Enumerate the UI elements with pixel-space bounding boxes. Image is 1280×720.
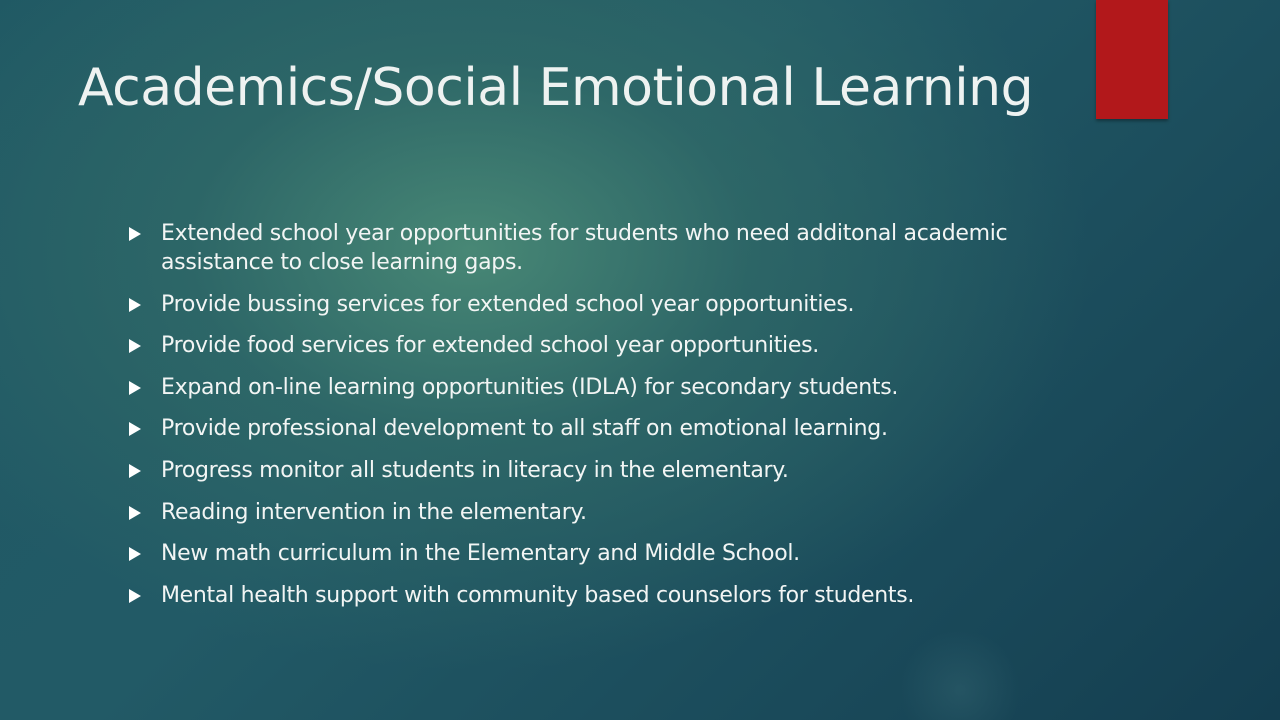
bullet-text: Reading intervention in the elementary. xyxy=(161,499,587,525)
triangle-right-icon xyxy=(129,339,141,353)
triangle-right-icon xyxy=(129,422,141,436)
bullet-item xyxy=(126,456,1046,485)
bullet-list xyxy=(126,219,1046,622)
slide-title: Academics/Social Emotional Learning xyxy=(78,58,1034,118)
triangle-right-icon xyxy=(129,464,141,478)
triangle-right-icon xyxy=(129,298,141,312)
triangle-right-icon xyxy=(129,227,141,241)
bullet-item xyxy=(126,219,1046,277)
bullet-text: Provide bussing services for extended school year opportunities. xyxy=(161,291,855,317)
triangle-right-icon xyxy=(129,547,141,561)
bullet-text: Expand on-line learning opportunities (IDLA) for secondary students. xyxy=(161,374,899,400)
bullet-item xyxy=(126,498,1046,527)
bullet-item xyxy=(126,581,1046,610)
bullet-item xyxy=(126,331,1046,360)
triangle-right-icon xyxy=(129,506,141,520)
bullet-text: Provide food services for extended school year opportunities. xyxy=(161,333,819,359)
accent-bar xyxy=(1096,0,1168,119)
bullet-item xyxy=(126,539,1046,568)
triangle-right-icon xyxy=(129,381,141,395)
triangle-right-icon xyxy=(129,589,141,603)
bullet-text: Provide professional development to all staff on emotional learning. xyxy=(161,416,888,442)
bullet-text: Extended school year opportunities for students who need additonal academic assistance to close learning gaps. xyxy=(161,221,1008,275)
bullet-text: New math curriculum in the Elementary and Middle School. xyxy=(161,541,800,567)
bullet-text: Mental health support with community based counselors for students. xyxy=(161,582,915,608)
bullet-item xyxy=(126,414,1046,443)
bullet-item xyxy=(126,290,1046,319)
bullet-text: Progress monitor all students in literacy in the elementary. xyxy=(161,457,789,483)
bullet-item xyxy=(126,373,1046,402)
